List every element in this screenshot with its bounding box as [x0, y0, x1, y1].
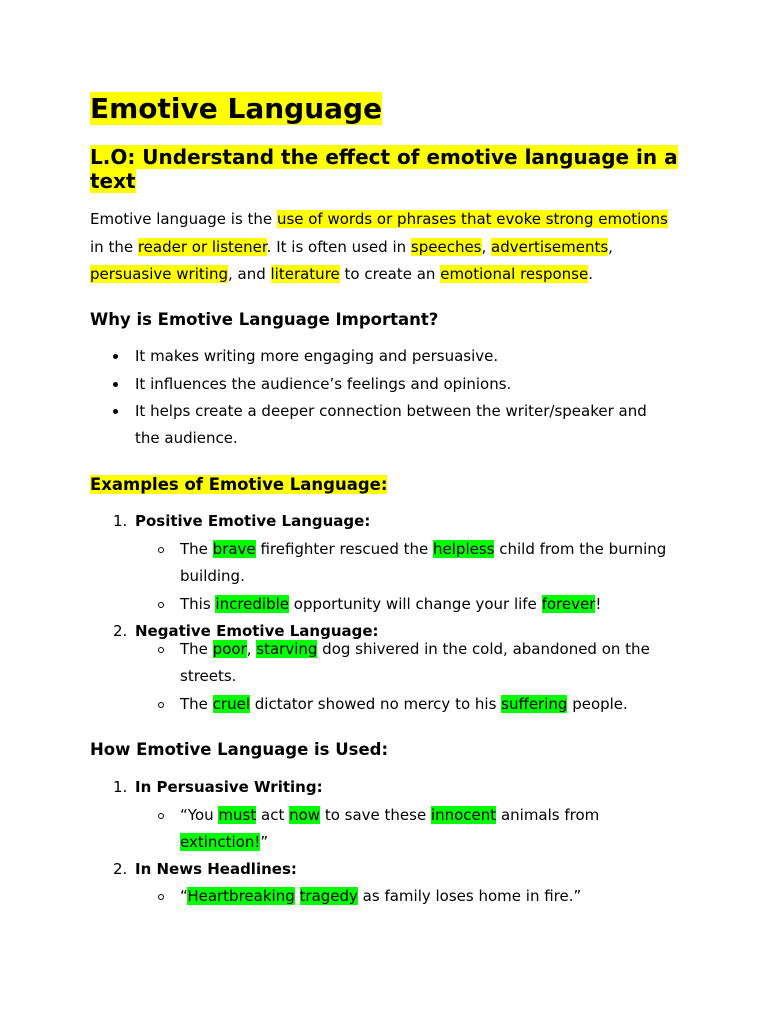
- emotive-word: forever: [541, 595, 596, 613]
- headline-example: “Heartbreaking tragedy as family loses home in fire.”: [180, 887, 582, 905]
- why-bullet-1: It makes writing more engaging and persuasive.: [135, 347, 499, 365]
- emotive-word: now: [289, 806, 321, 824]
- circle-bullet-icon: [158, 813, 164, 819]
- emotive-word: starving: [256, 640, 318, 658]
- emotive-word: poor: [212, 640, 247, 658]
- examples-heading: Examples of Emotive Language:: [90, 475, 388, 494]
- news-headlines-label: In News Headlines:: [135, 860, 297, 878]
- list-number: 2.: [113, 860, 128, 878]
- persuasive-example-line-2: extinction!”: [180, 833, 269, 851]
- persuasive-writing-label: In Persuasive Writing:: [135, 778, 323, 796]
- emotive-word: cruel: [212, 695, 250, 713]
- emotive-word: must: [218, 806, 257, 824]
- bullet-icon: [113, 354, 118, 359]
- emotive-word: brave: [212, 540, 256, 558]
- positive-example-2: This incredible opportunity will change your life forever!: [180, 595, 602, 613]
- emotive-word: helpless: [433, 540, 495, 558]
- why-heading: Why is Emotive Language Important?: [90, 310, 439, 329]
- circle-bullet-icon: [158, 547, 164, 553]
- emotive-word: Heartbreaking: [187, 887, 295, 905]
- why-bullet-3-line-2: the audience.: [135, 429, 238, 447]
- emotive-word: extinction!: [180, 833, 261, 851]
- emotive-word: incredible: [215, 595, 290, 613]
- learning-objective: L.O: Understand the effect of emotive language in a text: [90, 145, 678, 193]
- circle-bullet-icon: [158, 894, 164, 900]
- document-title: Emotive Language: [90, 92, 383, 125]
- intro-line-1: Emotive language is the use of words or phrases that evoke strong emotions: [90, 210, 668, 228]
- positive-example-1-line-1: The brave firefighter rescued the helpless child from the burning: [180, 540, 667, 558]
- why-bullet-2: It influences the audience’s feelings and opinions.: [135, 375, 512, 393]
- highlight-phrase: literature: [270, 265, 340, 283]
- list-number: 2.: [113, 622, 128, 640]
- intro-paragraph: [90, 206, 690, 289]
- negative-example-1-line-1: The poor, starving dog shivered in the cold, abandoned on the: [180, 640, 650, 658]
- highlight-phrase: emotional response: [440, 265, 589, 283]
- intro-line-2: in the reader or listener. It is often used in speeches, advertisements,: [90, 237, 613, 256]
- negative-label: Negative Emotive Language:: [135, 622, 379, 640]
- highlight-phrase: speeches: [410, 237, 482, 256]
- circle-bullet-icon: [158, 602, 164, 608]
- circle-bullet-icon: [158, 702, 164, 708]
- list-number: 1.: [113, 512, 128, 530]
- circle-bullet-icon: [158, 647, 164, 653]
- emotive-word: tragedy: [299, 887, 358, 905]
- negative-example-1-line-2: streets.: [180, 667, 237, 685]
- intro-line-3: persuasive writing, and literature to create an emotional response.: [90, 265, 594, 283]
- bullet-icon: [113, 409, 118, 414]
- emotive-word: suffering: [501, 695, 568, 713]
- highlight-phrase: persuasive writing: [90, 265, 228, 283]
- highlight-phrase: advertisements: [491, 237, 609, 256]
- why-bullet-3-line-1: It helps create a deeper connection between the writer/speaker and: [135, 402, 647, 420]
- positive-label: Positive Emotive Language:: [135, 512, 371, 530]
- list-number: 1.: [113, 778, 128, 796]
- persuasive-example-line-1: “You must act now to save these innocent animals from: [180, 806, 600, 824]
- how-heading: How Emotive Language is Used:: [90, 740, 389, 759]
- positive-example-1-line-2: building.: [180, 567, 245, 585]
- emotive-word: innocent: [430, 806, 497, 824]
- negative-example-2: The cruel dictator showed no mercy to his suffering people.: [180, 695, 628, 713]
- bullet-icon: [113, 382, 118, 387]
- highlight-phrase: use of words or phrases that evoke strong emotions: [276, 210, 668, 228]
- highlight-phrase: reader or listener: [137, 237, 267, 256]
